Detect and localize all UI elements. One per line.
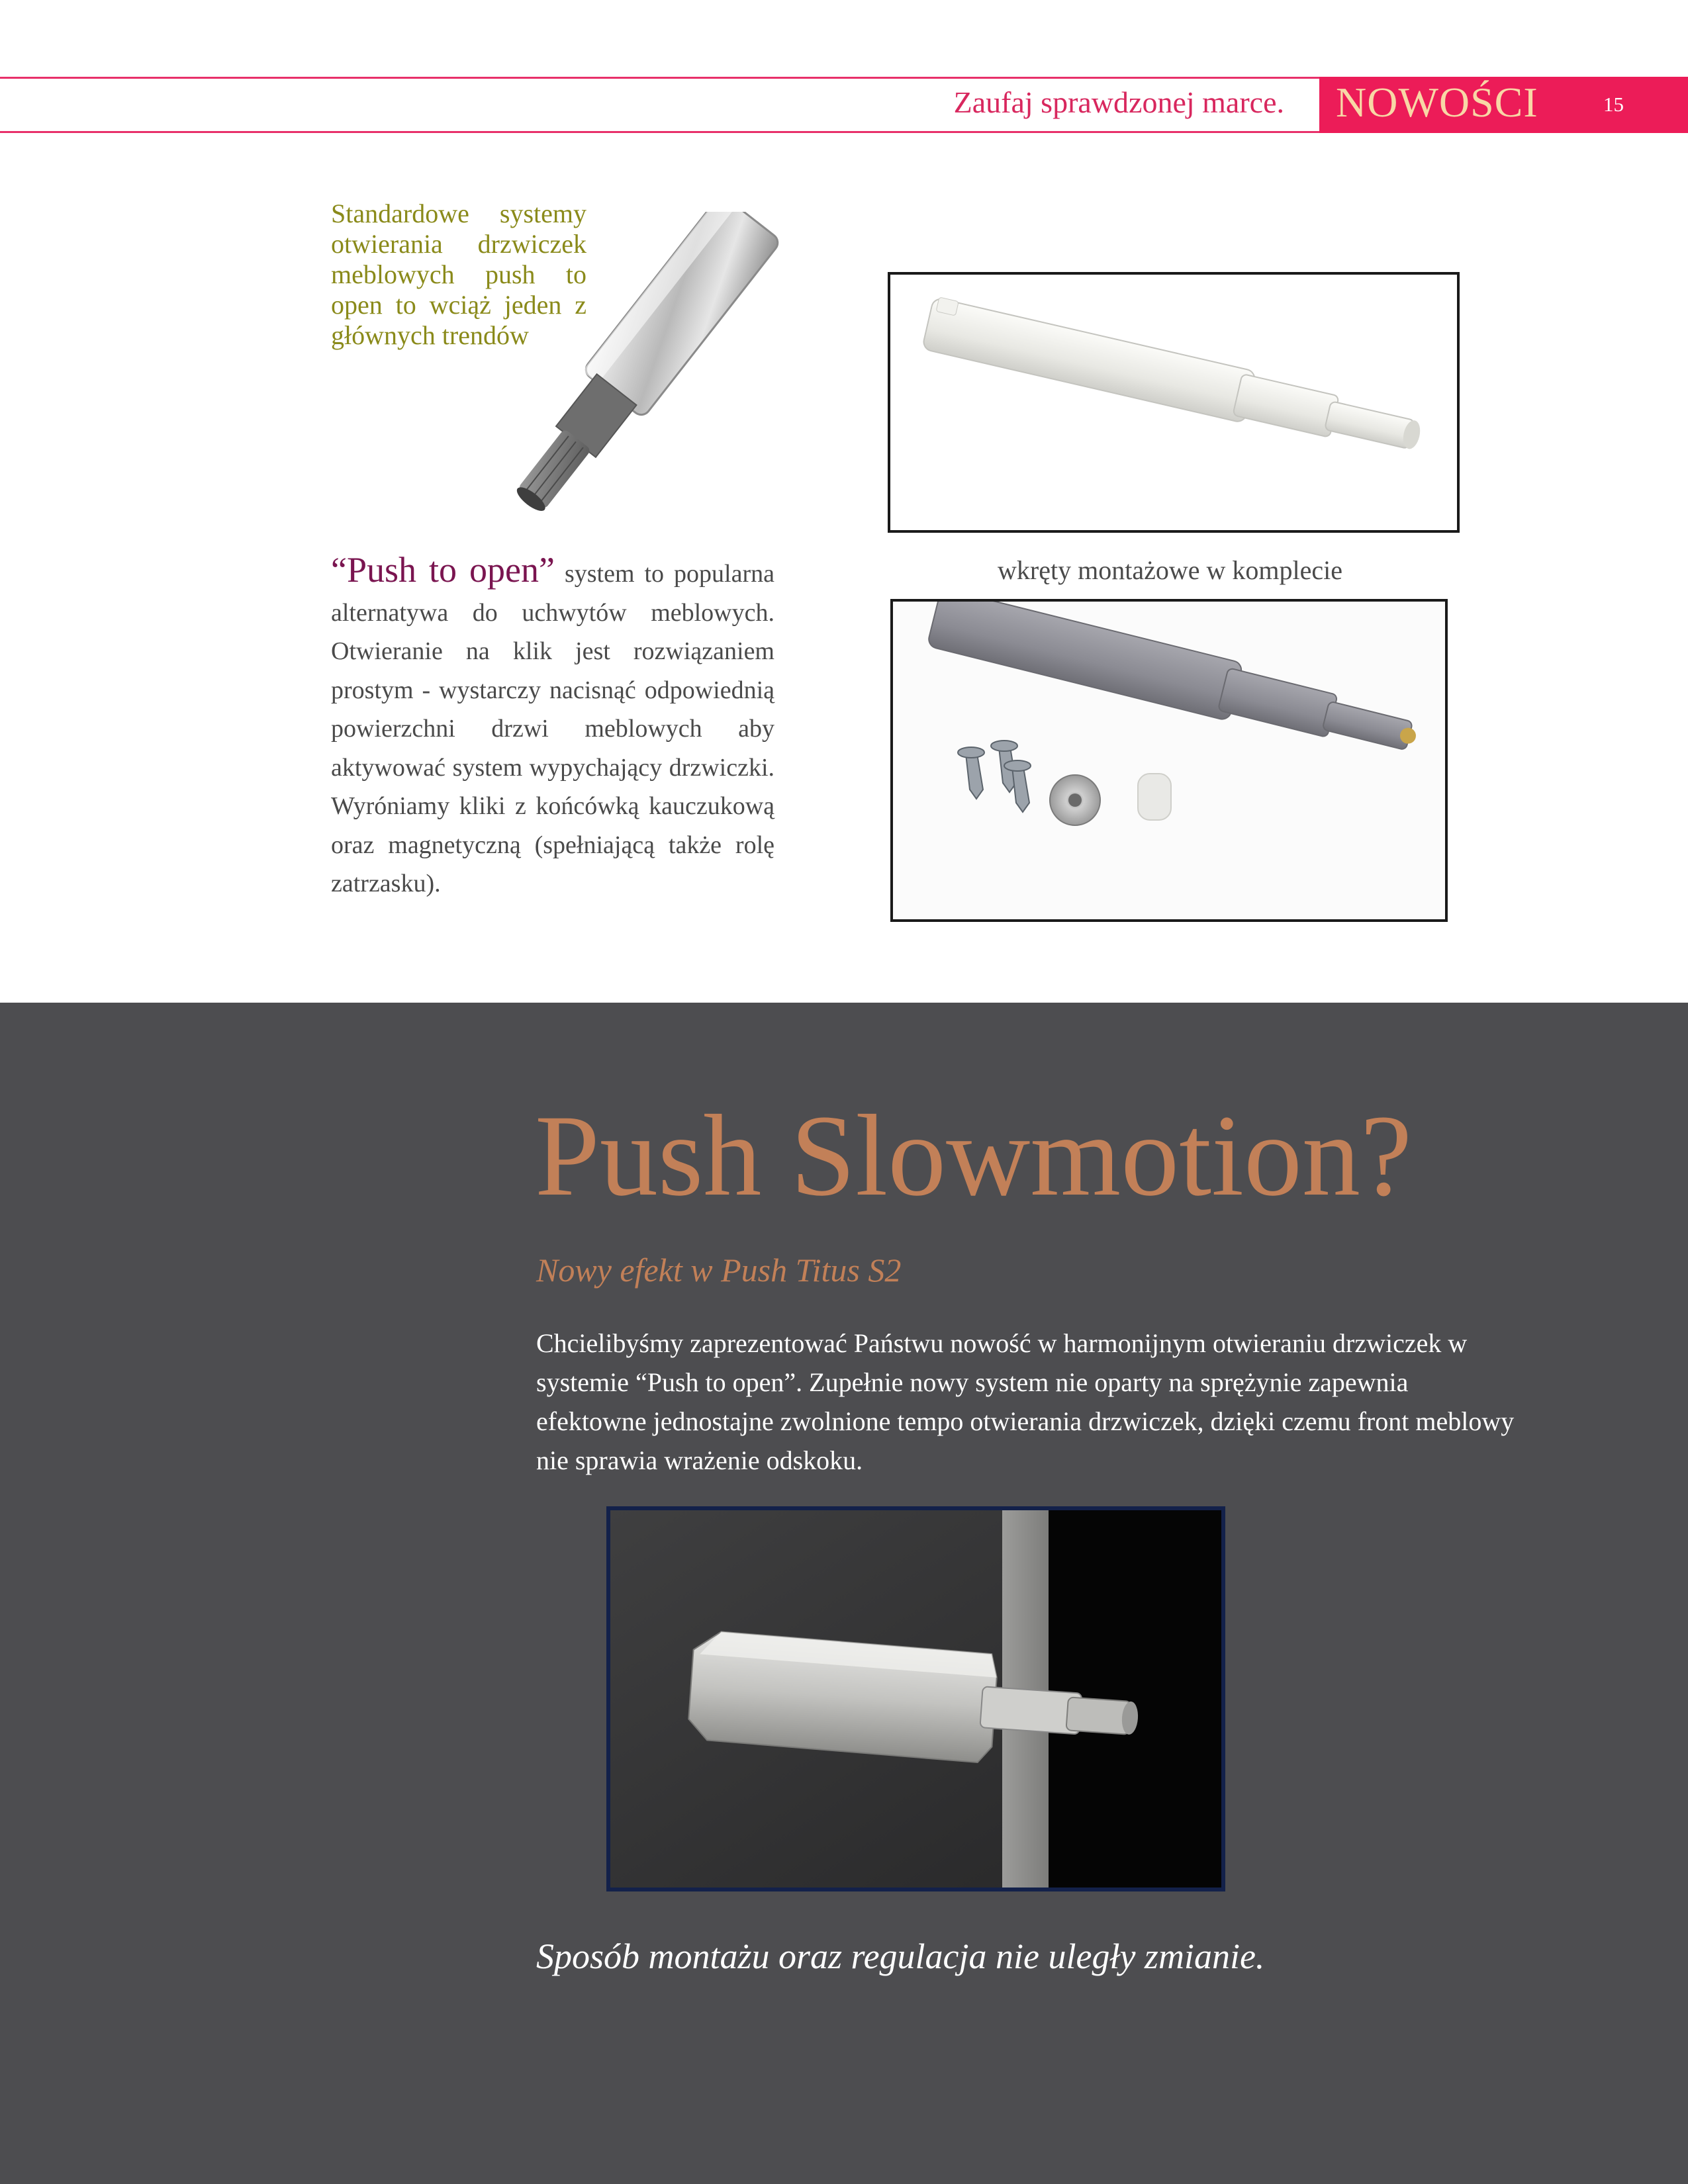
intro-text: system to popularna alternatywa do uchwytów meblowych. Otwieranie na klik jest rozwiązaniem prostym - wystarczy nacisnąć odpowiednią powierzchni drzwi meblowych aby aktywować system wypychający drzwiczki. Wyróniamy kliki z końcówką kauczukową oraz magnetyczną (spełniającą także rolę zatrzasku). [331,560,775,897]
feature-title: Push Slowmotion? [535,1091,1413,1220]
gray-latch-kit-photo [890,599,1448,922]
screws-caption: wkręty montażowe w komplecie [998,555,1342,585]
white-latch-photo [888,272,1460,533]
footer-note: Sposób montażu oraz regulacja nie uległy zmianie. [536,1936,1265,1976]
feature-subtitle: Nowy efekt w Push Titus S2 [536,1251,902,1289]
section-title: NOWOŚCI [1336,79,1538,126]
product-caption: Standardowe systemy otwierania drzwiczek meblowych push to open to wciąż jeden z głównych trendów [331,199,586,350]
intro-lead: “Push to open” [331,550,555,590]
page-number: 15 [1603,93,1624,116]
header-slogan: Zaufaj sprawdzonej marce. [953,85,1284,119]
intro-paragraph [331,551,774,903]
feature-paragraph: Chcielibyśmy zaprezentować Państwu nowość w harmonijnym otwieraniu drzwiczek w systemie “Push to open”. Zupełnie nowy system nie oparty na sprężynie zapewnia efektowne jednostajne zwolnione tempo otwierania drzwiczek, dzięki czemu front meblowy nie sprawia wrażenie odskoku. [536,1328,1515,1475]
slowmotion-latch-photo [606,1506,1225,1891]
silver-latch-image [430,212,821,536]
